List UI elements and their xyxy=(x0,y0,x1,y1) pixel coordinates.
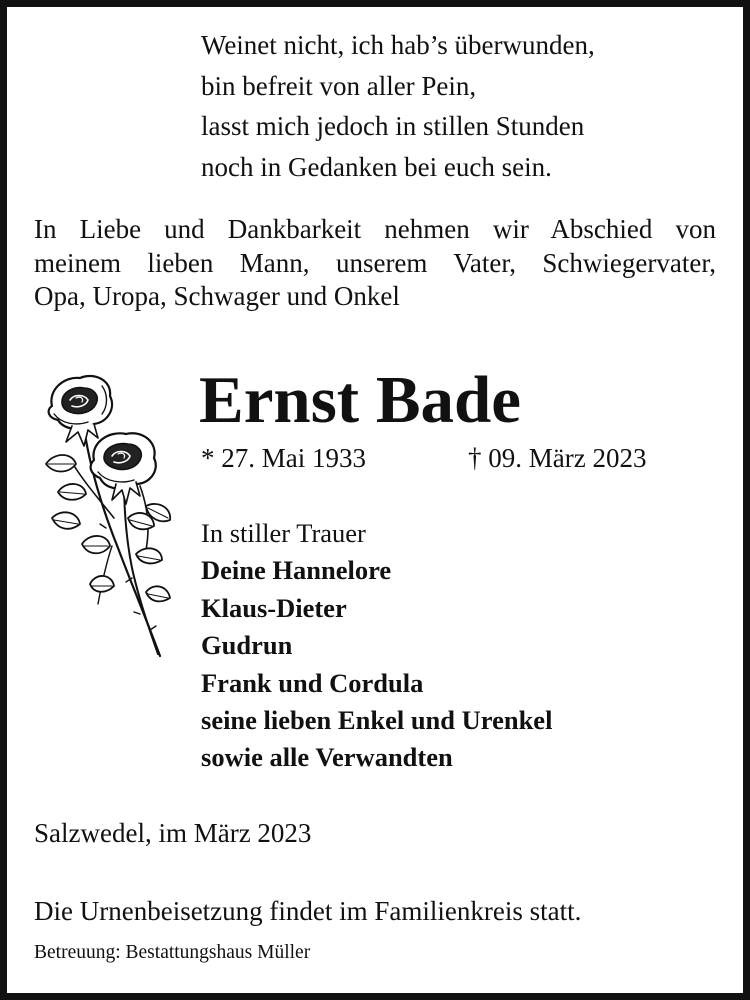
funeral-home-notice: Betreuung: Bestattungshaus Müller xyxy=(34,942,311,963)
urn-burial-notice: Die Urnenbeisetzung findet im Familienkreis statt. xyxy=(34,896,582,926)
place-date: Salzwedel, im März 2023 xyxy=(34,818,312,848)
mourner-name: seine lieben Enkel und Urenkel xyxy=(201,705,553,736)
intro-line: Opa, Uropa, Schwager und Onkel xyxy=(34,281,400,311)
intro-line: meinem lieben Mann, unserem Vater, Schwiegervater, xyxy=(34,247,716,278)
mourner-name: sowie alle Verwandten xyxy=(201,742,453,773)
mourner-name: Frank und Cordula xyxy=(201,667,424,698)
birth-date: * 27. Mai 1933 xyxy=(201,443,366,473)
poem-line: Weinet nicht, ich hab’s überwunden, xyxy=(201,30,595,60)
mourning-heading: In stiller Trauer xyxy=(201,518,366,548)
mourner-name: Klaus-Dieter xyxy=(201,592,347,623)
poem-line: noch in Gedanken bei euch sein. xyxy=(201,151,552,182)
mourners-list xyxy=(201,515,552,777)
farewell-intro xyxy=(34,213,716,314)
poem xyxy=(201,25,595,187)
mourner-name: Deine Hannelore xyxy=(201,555,392,586)
poem-line: lasst mich jedoch in stillen Stunden xyxy=(201,111,585,141)
roses-icon xyxy=(32,368,182,668)
mourner-name: Gudrun xyxy=(201,630,293,661)
death-date: † 09. März 2023 xyxy=(468,443,647,473)
intro-line: In Liebe und Dankbarkeit nehmen wir Abschied von xyxy=(34,214,716,244)
deceased-name: Ernst Bade xyxy=(199,363,522,437)
poem-line: bin befreit von aller Pein, xyxy=(201,70,477,101)
